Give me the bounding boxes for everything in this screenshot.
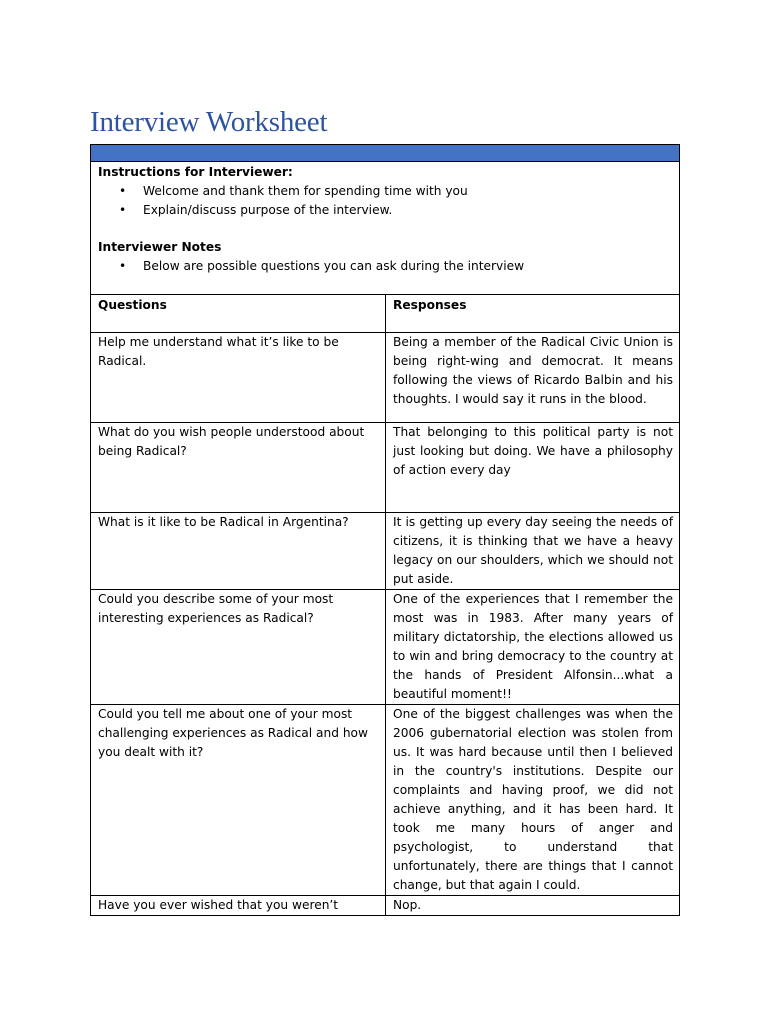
response-cell: [386, 896, 680, 916]
question-cell: Could you describe some of your most interesting experiences as Radical?: [91, 590, 386, 705]
notes-list: [98, 257, 673, 276]
instructions-section: [91, 162, 680, 295]
response-cell: [386, 513, 680, 590]
question-cell: Could you tell me about one of your most challenging experiences as Radical and how you dealt with it?: [91, 705, 386, 896]
table-row: [91, 423, 680, 513]
notes-bullet: • Below are possible questions you can ask during the interview: [98, 257, 673, 276]
instruction-bullet: • Explain/discuss purpose of the interview.: [98, 201, 673, 220]
response-text: That belonging to this political party is not just looking but doing. We have a philosophy of action every day: [393, 425, 673, 477]
worksheet-table: [90, 144, 680, 916]
response-text: One of the experiences that I remember the most was in 1983. After many years of military dictatorship, the elections allowed us to win and bring democracy to the country at the hands of President Alfonsin...what a beautiful moment!!: [393, 592, 673, 701]
response-cell: [386, 423, 680, 513]
question-cell: Have you ever wished that you weren’t: [91, 896, 386, 916]
instructions-list: [98, 182, 673, 220]
response-text: Nop.: [393, 898, 422, 912]
table-row: [91, 590, 680, 705]
response-cell: [386, 705, 680, 896]
question-cell: What do you wish people understood about being Radical?: [91, 423, 386, 513]
response-text: One of the biggest challenges was when the 2006 gubernatorial election was stolen from us. It was hard because until then I believed in the country's institutions. Despite our complaints and having proof, we did not achieve anything, and it has been hard. It took me many hours of anger and psychologist, to understand that unfortunately, there are things that I cannot change, but that again I could.: [393, 707, 673, 892]
table-row: [91, 513, 680, 590]
question-cell: Help me understand what it’s like to be Radical.: [91, 333, 386, 423]
instruction-bullet: • Welcome and thank them for spending time with you: [98, 182, 673, 201]
response-cell: [386, 333, 680, 423]
response-text: Being a member of the Radical Civic Union is being right-wing and democrat. It means following the views of Ricardo Balbin and his thoughts. I would say it runs in the blood.: [393, 335, 673, 406]
response-text: It is getting up every day seeing the needs of citizens, it is thinking that we have a heavy legacy on our shoulders, which we should not put aside.: [393, 515, 673, 586]
worksheet-title: Interview Worksheet: [90, 106, 328, 138]
responses-header: Responses: [386, 295, 680, 333]
header-band: [91, 145, 680, 162]
notes-heading: Interviewer Notes: [98, 240, 222, 254]
question-cell: What is it like to be Radical in Argentina?: [91, 513, 386, 590]
instructions-heading: Instructions for Interviewer:: [98, 165, 293, 179]
table-row: [91, 705, 680, 896]
table-row: [91, 333, 680, 423]
questions-header: Questions: [91, 295, 386, 333]
response-cell: [386, 590, 680, 705]
table-row: [91, 896, 680, 916]
table-header-row: [91, 295, 680, 333]
